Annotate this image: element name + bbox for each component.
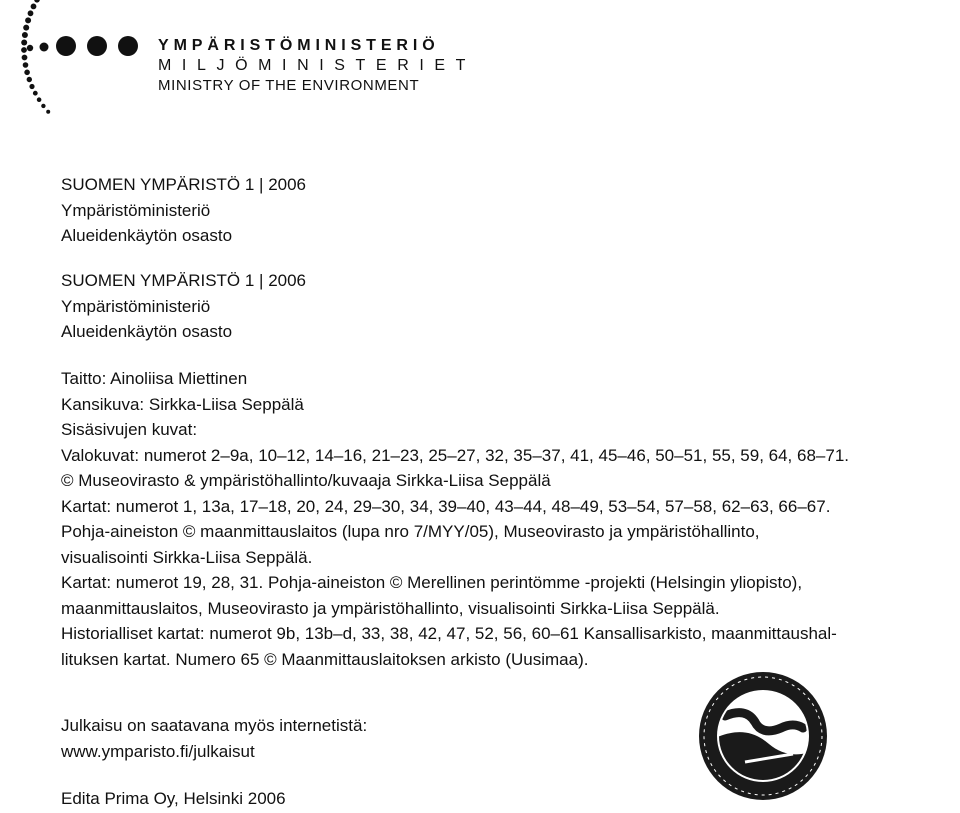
ministry-name-english: MINISTRY OF THE ENVIRONMENT — [158, 77, 420, 94]
series-publisher: Ympäristöministeriö — [61, 200, 211, 220]
series-department: Alueidenkäytön osasto — [61, 226, 233, 245]
series-info-block-repeat — [61, 268, 306, 345]
online-note: Julkaisu on saatavana myös internetistä: — [61, 716, 368, 735]
credit-line: Kansikuva: Sirkka-Liisa Seppälä — [61, 394, 304, 414]
credit-line: lituksen kartat. Numero 65 © Maanmittauslaitoksen arkisto (Uusimaa). — [61, 649, 589, 669]
series-title: SUOMEN YMPÄRISTÖ 1 | 2006 — [61, 175, 307, 194]
credit-line: Kartat: numerot 19, 28, 31. Pohja-aineiston © Merellinen perintömme -projekti (Helsingin yliopisto), — [61, 573, 803, 592]
series-department: Alueidenkäytön osasto — [61, 322, 233, 341]
credit-line: Historialliset kartat: numerot 9b, 13b–d, 33, 38, 42, 47, 52, 56, 60–61 Kansallisarkisto, maanmittaushal- — [61, 624, 837, 643]
series-publisher: Ympäristöministeriö — [61, 296, 211, 316]
credits-block — [61, 366, 849, 672]
nordic-swan-ecolabel-icon — [697, 670, 829, 802]
publication-url-link[interactable]: www.ymparisto.fi/julkaisut — [61, 741, 255, 761]
credit-line: © Museovirasto & ympäristöhallinto/kuvaaja Sirkka-Liisa Seppälä — [61, 471, 551, 490]
ministry-name-finnish: YMPÄRISTÖMINISTERIÖ — [158, 37, 440, 54]
series-title: SUOMEN YMPÄRISTÖ 1 | 2006 — [61, 271, 307, 290]
credit-line: Valokuvat: numerot 2–9a, 10–12, 14–16, 21–23, 25–27, 32, 35–37, 41, 45–46, 50–51, 55, 59, 64, 68–71. — [61, 445, 850, 465]
credit-line: Sisäsivujen kuvat: — [61, 420, 198, 439]
credit-line: Pohja-aineiston © maanmittauslaitos (lupa nro 7/MYY/05), Museovirasto ja ympäristöhallinto, — [61, 522, 760, 541]
online-availability — [61, 713, 367, 764]
credit-line: Kartat: numerot 1, 13a, 17–18, 20, 24, 29–30, 34, 39–40, 43–44, 48–49, 53–54, 57–58, 62–63, 66–67. — [61, 496, 831, 516]
printer-info — [61, 786, 286, 812]
series-info-block — [61, 172, 306, 249]
ministry-names — [158, 36, 476, 96]
credit-line: visualisointi Sirkka-Liisa Seppälä. — [61, 547, 313, 567]
ministry-dot-logo-icon — [0, 0, 150, 115]
printer-line: Edita Prima Oy, Helsinki 2006 — [61, 789, 286, 808]
credit-line: maanmittauslaitos, Museovirasto ja ympäristöhallinto, visualisointi Sirkka-Liisa Seppälä. — [61, 598, 720, 618]
ministry-name-swedish: MILJÖMINISTERIET — [158, 57, 477, 74]
credit-line: Taitto: Ainoliisa Miettinen — [61, 369, 248, 388]
